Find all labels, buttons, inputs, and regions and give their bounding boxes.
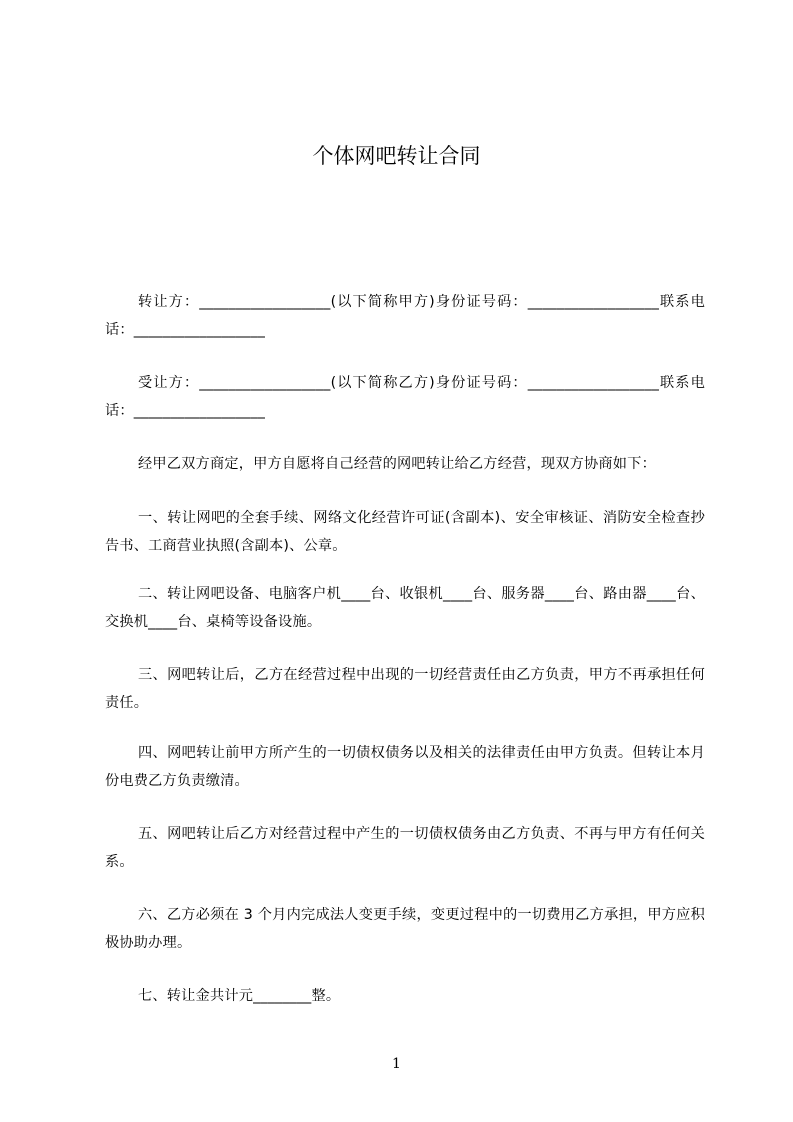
page-number: 1 [392, 1056, 401, 1072]
clause-4-paragraph: 四、网吧转让前甲方所产生的一切债权债务以及相关的法律责任由甲方负责。但转让本月份电费乙方负责缴清。 [105, 745, 705, 789]
clause-1-paragraph: 一、转让网吧的全套手续、网络文化经营许可证(含副本)、安全审核证、消防安全检查抄告书、工商营业执照(含副本)、公章。 [105, 510, 705, 554]
transferor-info-paragraph: 转让方：__________________(以下简称甲方)身份证号码：__________________联系电话：__________________ [105, 294, 705, 338]
preamble-paragraph: 经甲乙双方商定，甲方自愿将自己经营的网吧转让给乙方经营，现双方协商如下： [138, 456, 656, 472]
transferee-info-paragraph: 受让方：__________________(以下简称乙方)身份证号码：__________________联系电话：__________________ [105, 375, 705, 419]
clause-5-paragraph: 五、网吧转让后乙方对经营过程中产生的一切债权债务由乙方负责、不再与甲方有任何关系。 [105, 826, 705, 870]
clause-7-paragraph: 七、转让金共计元________整。 [138, 988, 341, 1004]
clause-6-paragraph: 六、乙方必须在 3 个月内完成法人变更手续，变更过程中的一切费用乙方承担，甲方应积极协助办理。 [105, 907, 705, 951]
clause-3-paragraph: 三、网吧转让后，乙方在经营过程中出现的一切经营责任由乙方负责，甲方不再承担任何责任。 [105, 667, 705, 711]
clause-2-paragraph: 二、转让网吧设备、电脑客户机____台、收银机____台、服务器____台、路由器____台、交换机____台、桌椅等设备设施。 [105, 586, 705, 630]
document-title: 个体网吧转让合同 [312, 144, 481, 168]
